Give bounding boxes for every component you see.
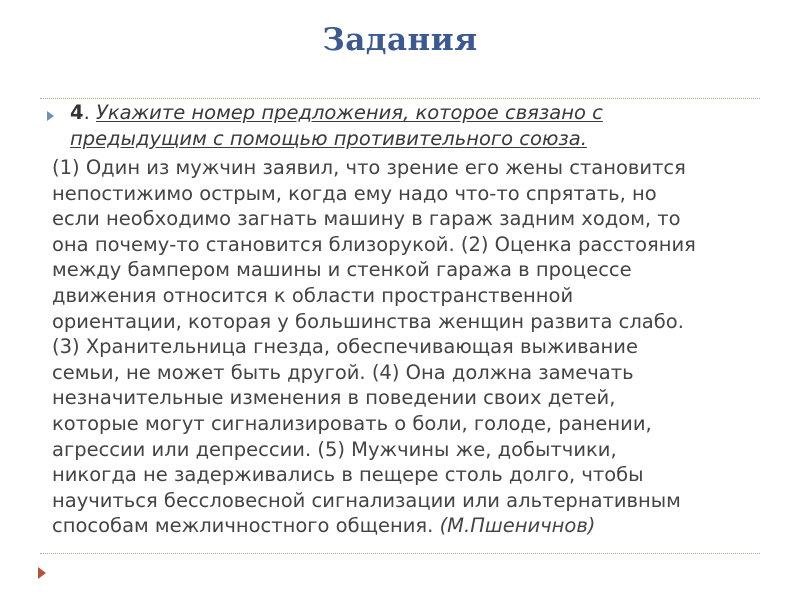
text-line: (1) Один из мужчин заявил, что зрение его жены становится bbox=[52, 156, 686, 179]
text-line: которые могут сигнализировать о боли, голоде, ранении, bbox=[52, 411, 652, 435]
text-line: способам межличностного общения. bbox=[52, 514, 440, 538]
bottom-divider bbox=[40, 553, 760, 554]
text-line: никогда не задерживались в пещере столь долго, чтобы bbox=[52, 463, 644, 487]
text-line: научиться бессловесной сигнализации или альтернативным bbox=[52, 488, 681, 512]
text-line: агрессии или депрессии. (5) Мужчины же, добытчики, bbox=[52, 437, 617, 461]
text-line: она почему-то становится близорукой. (2) Оценка расстояния bbox=[52, 232, 696, 256]
text-line: непостижимо острым, когда ему надо что-то спрятать, но bbox=[52, 181, 657, 205]
slide-title: Задания bbox=[322, 22, 478, 58]
text-author: (М.Пшеничнов) bbox=[439, 514, 596, 538]
task-question-line-1: Укажите номер предложения, которое связано с bbox=[95, 101, 603, 124]
text-line: (3) Хранительница гнезда, обеспечивающая выживание bbox=[52, 335, 638, 359]
text-line: между бампером машины и стенкой гаража в процессе bbox=[52, 258, 632, 282]
task-question-line-2: предыдущим с помощью противительного союза. bbox=[70, 127, 587, 150]
text-line: если необходимо загнать машину в гараж задним ходом, то bbox=[52, 207, 681, 231]
task-number: 4 bbox=[70, 101, 84, 124]
text-line: движения относится к области пространственной bbox=[52, 283, 574, 307]
text-line: семьи, не может быть другой. (4) Она должна замечать bbox=[52, 360, 634, 384]
text-line: ориентации, которая у большинства женщин развита слабо. bbox=[52, 309, 684, 333]
source-text bbox=[52, 155, 764, 539]
task-number-suffix: . bbox=[83, 101, 96, 124]
top-divider bbox=[40, 98, 760, 99]
triangle-bullet-icon bbox=[47, 111, 54, 121]
triangle-arrow-icon[interactable] bbox=[38, 567, 46, 579]
text-line: незначительные изменения в поведении своих детей, bbox=[52, 386, 616, 410]
task-statement bbox=[70, 100, 750, 152]
